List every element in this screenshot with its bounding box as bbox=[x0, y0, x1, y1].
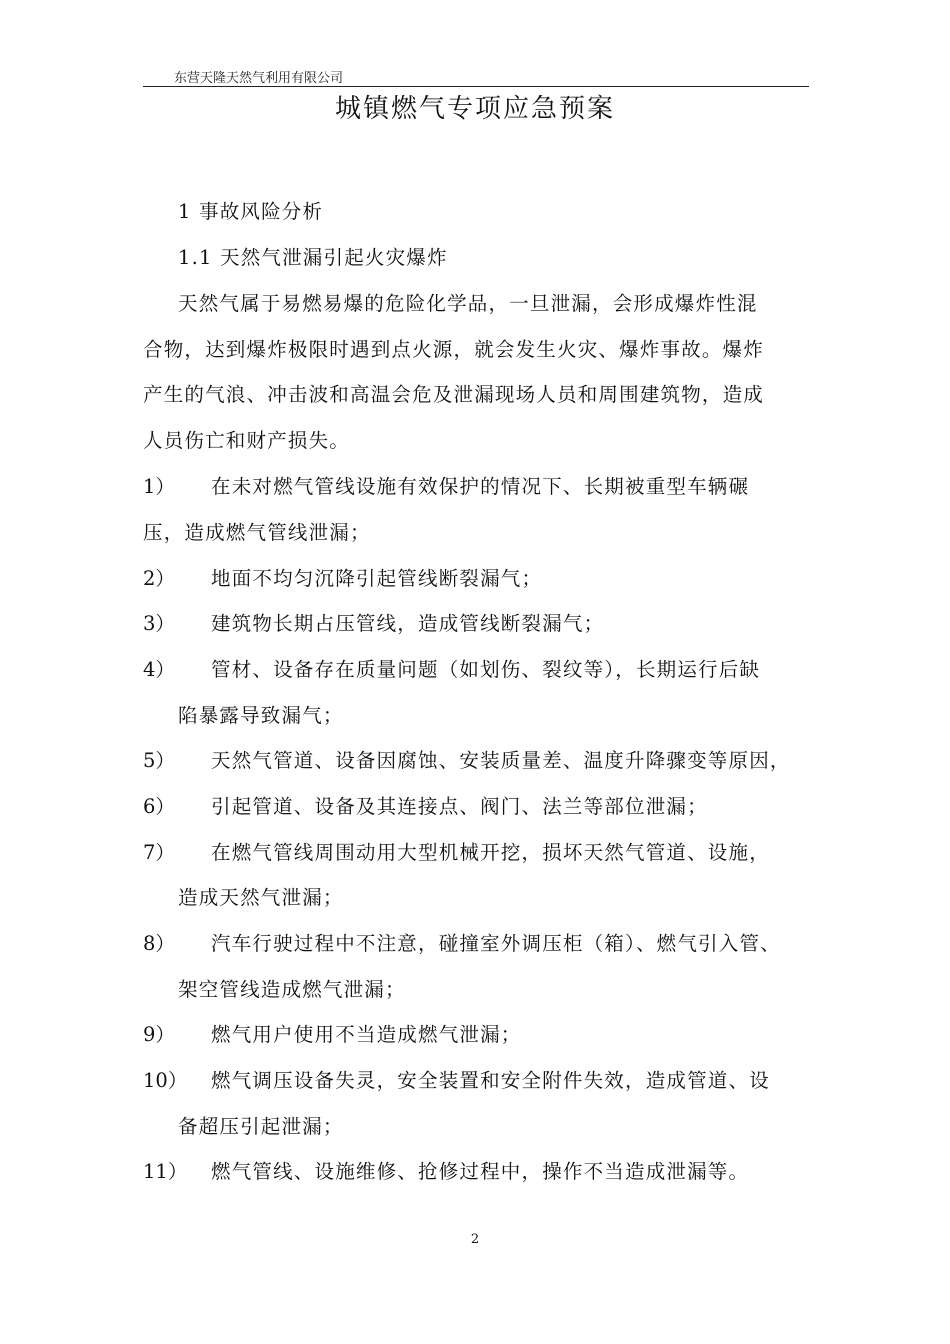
item-continuation: 备超压引起泄漏； bbox=[178, 1115, 344, 1138]
page-number: 2 bbox=[470, 1232, 480, 1247]
item-continuation: 陷暴露导致漏气； bbox=[178, 704, 344, 727]
paragraph-line: 天然气属于易燃易爆的危险化学品，一旦泄漏，会形成爆炸性混 bbox=[178, 292, 758, 315]
item-number: 10） bbox=[143, 1069, 188, 1092]
item-text: 管材、设备存在质量问题（如划伤、裂纹等），长期运行后缺 bbox=[211, 658, 761, 681]
item-text: 地面不均匀沉降引起管线断裂漏气； bbox=[211, 567, 543, 590]
item-number: 8） bbox=[143, 932, 175, 955]
item-text: 建筑物长期占压管线，造成管线断裂漏气； bbox=[211, 612, 605, 635]
item-number: 11） bbox=[143, 1160, 188, 1183]
item-continuation: 架空管线造成燃气泄漏； bbox=[178, 978, 406, 1001]
item-number: 5） bbox=[143, 749, 175, 772]
header-divider bbox=[143, 86, 809, 87]
item-number: 1） bbox=[143, 475, 175, 498]
item-text: 在未对燃气管线设施有效保护的情况下、长期被重型车辆碾 bbox=[211, 475, 750, 498]
item-continuation: 压，造成燃气管线泄漏； bbox=[143, 521, 371, 544]
item-text: 燃气调压设备失灵，安全装置和安全附件失效，造成管道、设 bbox=[211, 1069, 770, 1092]
item-text: 在燃气管线周围动用大型机械开挖，损坏天然气管道、设施， bbox=[211, 841, 770, 864]
document-title: 城镇燃气专项应急预案 bbox=[334, 94, 615, 124]
paragraph-line: 产生的气浪、冲击波和高温会危及泄漏现场人员和周围建筑物，造成 bbox=[143, 383, 765, 406]
section-heading: 1 事故风险分析 bbox=[178, 200, 324, 223]
item-number: 3） bbox=[143, 612, 175, 635]
company-name: 东营天隆天然气利用有限公司 bbox=[174, 70, 344, 85]
item-text: 引起管道、设备及其连接点、阀门、法兰等部位泄漏； bbox=[211, 795, 708, 818]
subsection-heading: 1.1 天然气泄漏引起火灾爆炸 bbox=[178, 246, 448, 269]
item-number: 7） bbox=[143, 841, 175, 864]
item-number: 2） bbox=[143, 567, 175, 590]
item-number: 6） bbox=[143, 795, 175, 818]
paragraph-line: 人员伤亡和财产损失。 bbox=[143, 429, 351, 452]
item-text: 天然气管道、设备因腐蚀、安装质量差、温度升降骤变等原因， bbox=[211, 749, 791, 772]
item-text: 燃气管线、设施维修、抢修过程中，操作不当造成泄漏等。 bbox=[211, 1160, 750, 1183]
item-number: 4） bbox=[143, 658, 175, 681]
item-number: 9） bbox=[143, 1023, 175, 1046]
item-continuation: 造成天然气泄漏； bbox=[178, 886, 344, 909]
item-text: 汽车行驶过程中不注意，碰撞室外调压柜（箱）、燃气引入管、 bbox=[211, 932, 781, 955]
paragraph-line: 合物，达到爆炸极限时遇到点火源，就会发生火灾、爆炸事故。爆炸 bbox=[143, 338, 765, 361]
item-text: 燃气用户使用不当造成燃气泄漏； bbox=[211, 1023, 522, 1046]
